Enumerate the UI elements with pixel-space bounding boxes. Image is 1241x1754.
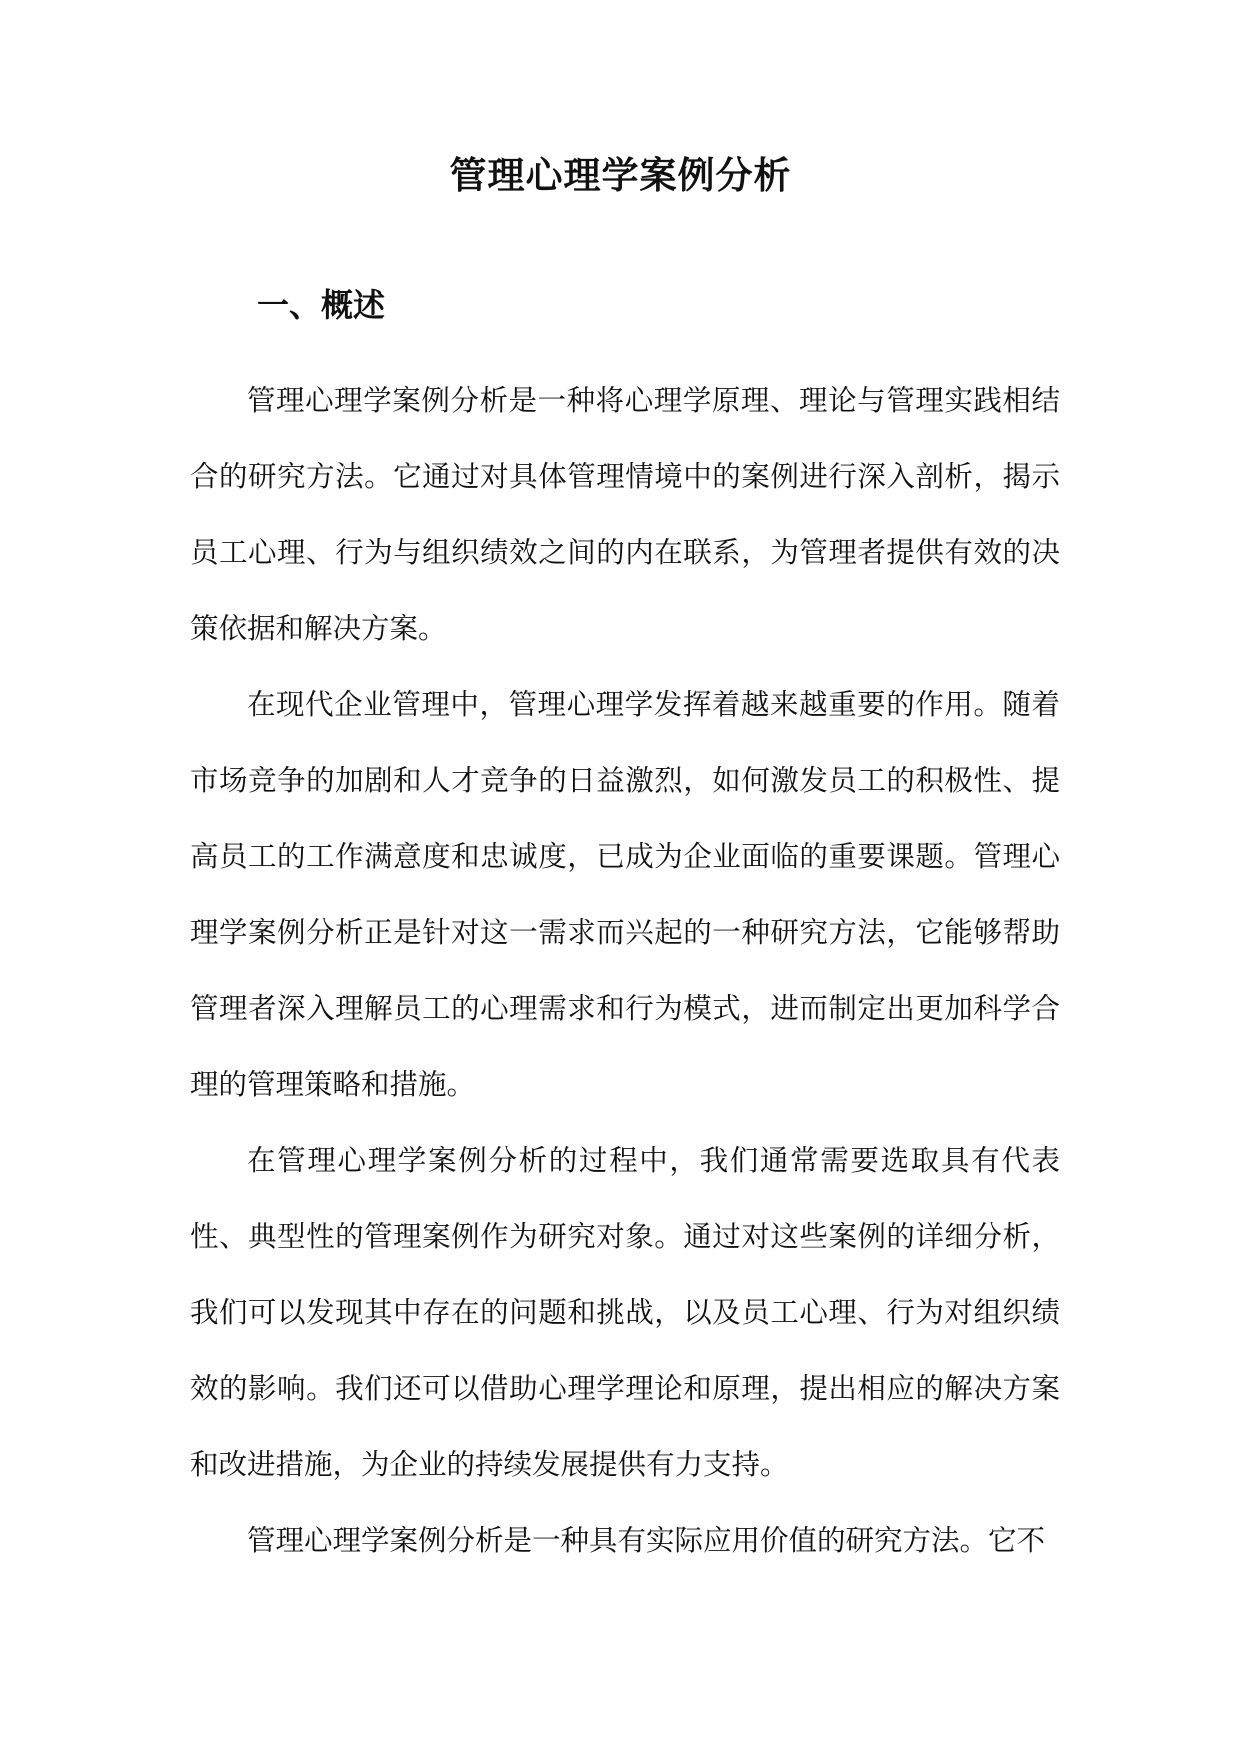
section-heading: 一、概述 bbox=[257, 286, 386, 324]
paragraph: 管理心理学案例分析是一种将心理学原理、理论与管理实践相结合的研究方法。它通过对具体管理情境中的案例进行深入剖析，揭示员工心理、行为与组织绩效之间的内在联系，为管理者提供有效的决策依据和解决方案。 bbox=[190, 384, 1060, 645]
paragraph: 在现代企业管理中，管理心理学发挥着越来越重要的作用。随着市场竞争的加剧和人才竞争的日益激烈，如何激发员工的积极性、提高员工的工作满意度和忠诚度，已成为企业面临的重要课题。管理心理学案例分析正是针对这一需求而兴起的一种研究方法，它能够帮助管理者深入理解员工的心理需求和行为模式，进而制定出更加科学合理的管理策略和措施。 bbox=[190, 688, 1060, 1101]
paragraph: 在管理心理学案例分析的过程中，我们通常需要选取具有代表性、典型性的管理案例作为研究对象。通过对这些案例的详细分析，我们可以发现其中存在的问题和挑战，以及员工心理、行为对组织绩效的影响。我们还可以借助心理学理论和原理，提出相应的解决方案和改进措施，为企业的持续发展提供有力支持。 bbox=[190, 1144, 1060, 1481]
document-body bbox=[190, 363, 1060, 1579]
paragraph: 管理心理学案例分析是一种具有实际应用价值的研究方法。它不 bbox=[247, 1524, 1046, 1557]
document-title: 管理心理学案例分析 bbox=[449, 153, 792, 197]
